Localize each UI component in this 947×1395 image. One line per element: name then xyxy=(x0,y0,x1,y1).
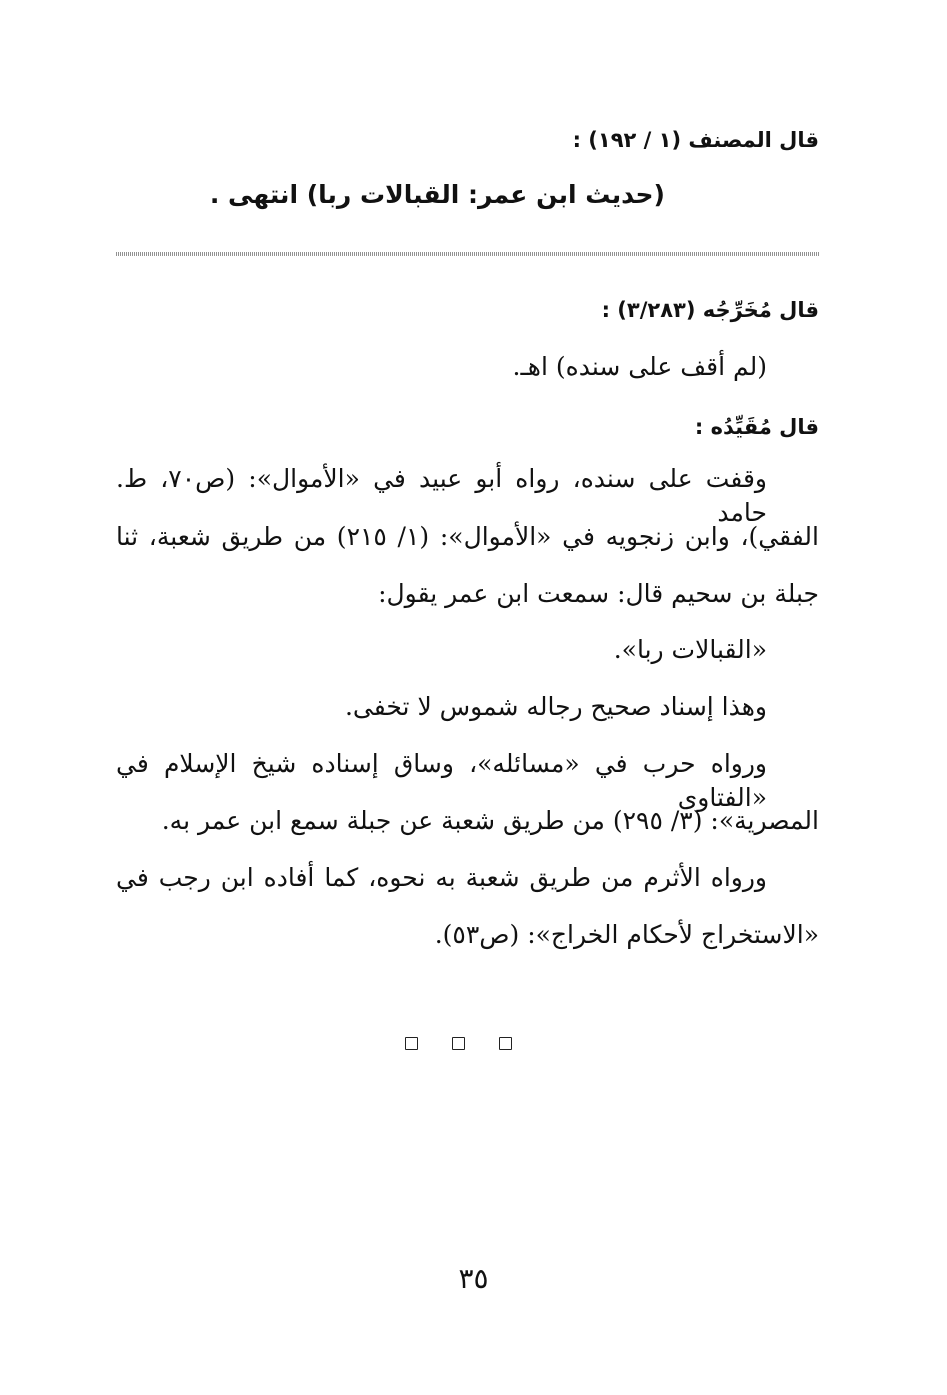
body-line: ورواه حرب في «مسائله»، وساق إسناده شيخ الإسلام في «الفتاوى xyxy=(116,749,767,812)
body-line: «القبالات ربا». xyxy=(613,635,767,664)
heading-muqayyid: قال مُقَيِّدُه : xyxy=(694,415,819,439)
heading-musannif: قال المصنف (١ / ١٩٢) : xyxy=(572,128,819,152)
body-line: «الاستخراج لأحكام الخراج»: (ص٥٣). xyxy=(434,920,819,949)
body-line: ورواه الأثرم من طريق شعبة به نحوه، كما أفاده ابن رجب في xyxy=(116,863,767,892)
quoted-hadith: (حديث ابن عمر: القبالات ربا) انتهى . xyxy=(209,180,665,209)
square-mark-icon xyxy=(499,1037,512,1050)
body-line: الفقي)، وابن زنجويه في «الأموال»: (١/ ٢١٥) من طريق شعبة، ثنا xyxy=(116,522,819,551)
body-line: وقفت على سنده، رواه أبو عبيد في «الأموال»: (ص٧٠، ط. حامد xyxy=(116,464,767,527)
body-line: وهذا إسناد صحيح رجاله شموس لا تخفى. xyxy=(344,692,767,721)
page-number: ٣٥ xyxy=(458,1262,489,1295)
section-divider xyxy=(116,252,820,256)
section-end-marks xyxy=(0,1037,947,1057)
heading-mukharrij: قال مُخَرِّجُه (٣/٢٨٣) : xyxy=(601,298,819,322)
mukharrij-quote: (لم أقف على سنده) اهـ. xyxy=(512,352,767,381)
body-line: المصرية»: (٣/ ٢٩٥) من طريق شعبة عن جبلة سمع ابن عمر به. xyxy=(161,806,819,835)
square-mark-icon xyxy=(452,1037,465,1050)
square-mark-icon xyxy=(405,1037,418,1050)
body-line: جبلة بن سحيم قال: سمعت ابن عمر يقول: xyxy=(378,579,819,608)
